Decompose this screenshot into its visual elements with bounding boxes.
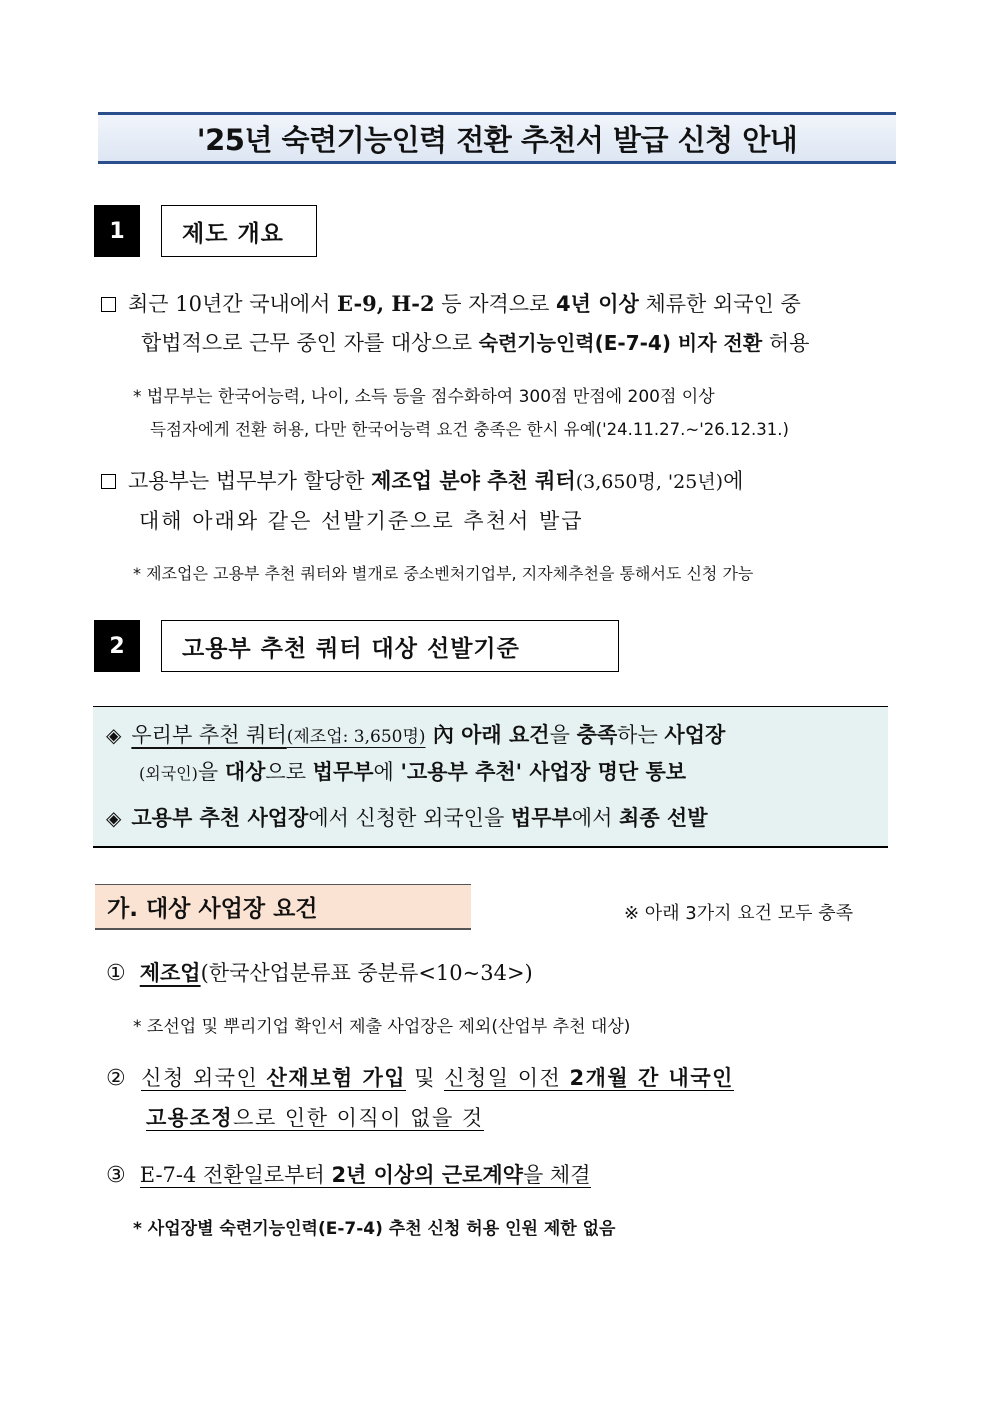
square-bullet-icon [101,297,116,312]
final-note: * 사업장별 숙련기능인력(E-7-4) 추천 신청 허용 인원 제한 없음 [133,1219,616,1239]
requirement-1-note: * 조선업 및 뿌리기업 확인서 제출 사업장은 제외(산업부 추천 대상) [133,1017,631,1037]
requirement-1: ① 제조업(한국산업분류표 중분류<10~34>) [106,961,533,986]
diamond-bullet-icon: ◈ [106,806,122,830]
subsection-side-note: ※ 아래 3가지 요건 모두 충족 [624,903,854,924]
page-title-banner [98,112,896,164]
subsection-heading: 가. 대상 사업장 요건 [95,884,471,930]
section-2-number: 2 [94,620,140,672]
section-1-heading: 제도 개요 [161,205,317,257]
bullet-1-line-1: 최근 10년간 국내에서 E-9, H-2 등 자격으로 4년 이상 체류한 외국인 중 [101,293,801,315]
bullet-1-line-2: 합법적으로 근무 중인 자를 대상으로 숙련기능인력(E-7-4) 비자 전환 허용 [141,331,810,355]
requirement-2-line-2: 고용조정으로 인한 이직이 없을 것 [146,1106,484,1130]
note-2: * 제조업은 고용부 추천 쿼터와 별개로 중소벤처기업부, 지자체추천을 통해서도 신청 가능 [133,564,754,583]
panel-item-1-line-2: (외국인)을 대상으로 법무부에 '고용부 추천' 사업장 명단 통보 [139,760,687,784]
requirement-1-number: ① [106,961,126,986]
page-title: '25년 숙련기능인력 전환 추천서 발급 신청 안내 [196,122,798,157]
bullet-2-line-2: 대해 아래와 같은 선발기준으로 추천서 발급 [139,509,584,533]
requirement-3-number: ③ [106,1163,126,1188]
note-1-line-1: * 법무부는 한국어능력, 나이, 소득 등을 점수화하여 300점 만점에 200점 이상 [133,387,715,407]
note-1-line-2: 득점자에게 전환 허용, 다만 한국어능력 요건 충족은 한시 유예('24.11.27.~'26.12.31.) [150,420,789,439]
section-1-number: 1 [94,205,140,257]
section-2-heading: 고용부 추천 쿼터 대상 선발기준 [161,620,619,672]
requirement-2-number: ② [106,1066,128,1091]
panel-item-1-line-1: ◈ 우리부 추천 쿼터(제조업: 3,650명) 內 아래 요건을 충족하는 사업장 [106,722,726,747]
diamond-bullet-icon: ◈ [106,723,122,747]
requirement-3: ③ E-7-4 전환일로부터 2년 이상의 근로계약을 체결 [106,1163,591,1188]
requirement-2-line-1: ② 신청 외국인 산재보험 가입 및 신청일 이전 2개월 간 내국인 [106,1066,734,1091]
panel-item-2: ◈ 고용부 추천 사업장에서 신청한 외국인을 법무부에서 최종 선발 [106,806,708,830]
bullet-2-line-1: 고용부는 법무부가 할당한 제조업 분야 추천 쿼터(3,650명, '25년)에 [101,471,743,492]
square-bullet-icon [101,474,116,489]
